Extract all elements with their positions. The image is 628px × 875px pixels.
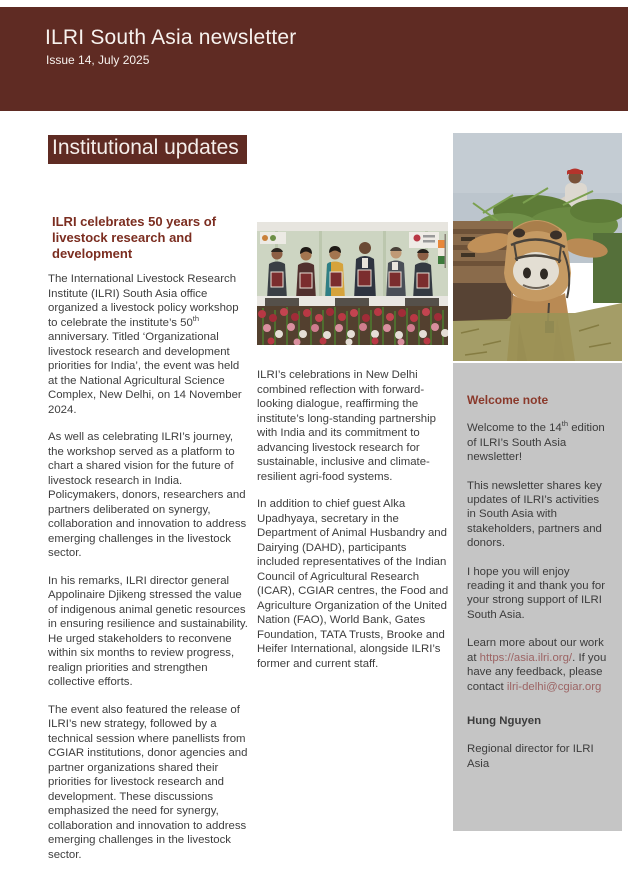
signature-block	[467, 714, 610, 771]
article-column-left	[48, 214, 251, 875]
paragraph-text: edition of ILRI’s South Asia newsletter!	[467, 422, 605, 464]
cow-photo	[453, 133, 622, 361]
article-headline: ILRI celebrates 50 years of livestock research and development	[52, 214, 217, 261]
welcome-note-panel	[453, 363, 622, 831]
signature-title: Regional director for ILRI Asia	[467, 743, 594, 770]
paragraph-text: . If you have any feedback, please contact	[467, 651, 607, 693]
superscript-th: th	[561, 419, 569, 429]
article-paragraph: In addition to chief guest Alka Upadhyaya, secretary in the Department of Animal Husbandry and Dairying (DAHD), participants included representatives of the Indian Council of Agricultural Research (ICAR), CGIAR centres, the Food and Agriculture Organization of the United Nation (FAO), World Bank, Gates Foundation, TATA Trusts, Brooke and Heifer International, alongside ILRI’s former and current staff.	[257, 498, 449, 670]
paragraph-text: Learn more about our work at	[467, 637, 604, 664]
article-paragraph: The event also featured the release of ILRI’s new strategy, followed by a technical session where panellists from CGIAR institutions, donor agencies and partner organizations shared their priorities for livestock research and development. These discussions emphasized the need for synergy, collaboration and innovation to address emerging challenges in the livestock sector.	[48, 703, 248, 861]
paragraph-text: The International Livestock Research Institute (ILRI) South Asia office organized a livestock policy workshop to celebrate the institute’s 50	[48, 273, 239, 329]
welcome-paragraph: This newsletter shares key updates of ILRI’s activities in South Asia with stakeholders, partners and donors.	[467, 479, 602, 550]
article-paragraph: ILRI’s celebrations in New Delhi combined reflection with forward-looking dialogue, reaffirming the institute’s long-standing partnership with India and its commitment to advancing livestock research for sustainable, inclusive and climate-resilient agri-food systems.	[257, 369, 436, 483]
paragraph-text: Welcome to the 14	[467, 422, 562, 435]
header-band	[0, 7, 628, 111]
article-paragraph	[48, 272, 251, 417]
event-photo	[257, 222, 448, 345]
section-title-institutional-updates: Institutional updates	[48, 135, 247, 164]
newsletter-title: ILRI South Asia newsletter	[45, 26, 297, 49]
sidebar	[453, 133, 622, 831]
email-link[interactable]: ilri-delhi@cgiar.org	[506, 680, 602, 693]
welcome-paragraph	[467, 421, 610, 464]
newsletter-issue: Issue 14, July 2025	[46, 53, 150, 67]
website-link[interactable]: https://asia.ilri.org/	[479, 651, 573, 664]
welcome-paragraph: I hope you will enjoy reading it and thank you for your strong support of ILRI South Asia.	[467, 565, 606, 621]
welcome-paragraph	[467, 636, 610, 694]
article-column-middle	[257, 222, 449, 684]
article-paragraph: As well as celebrating ILRI’s journey, the workshop served as a platform to chart a shared vision for the future of livestock research in India. Policymakers, donors, researchers and partners deliberated on synergy, collaboration and innovation to address emerging challenges in the livestock sector.	[48, 431, 247, 559]
signature-name: Hung Nguyen	[467, 714, 542, 727]
welcome-note-heading: Welcome note	[467, 393, 549, 407]
superscript-th: th	[192, 313, 200, 323]
article-paragraph: In his remarks, ILRI director general Appolinaire Djikeng stressed the value of indigenous animal genetic resources in ensuring resilience and sustainability. He urged stakeholders to reconvene within six months to review progress, realign priorities and strengthen collective efforts.	[48, 574, 248, 688]
paragraph-text: anniversary. Titled ‘Organizational livestock research and development priorities for India’, the event was held at the National Agricultural Science Complex, New Delhi, on 14 November 2024.	[48, 331, 242, 416]
